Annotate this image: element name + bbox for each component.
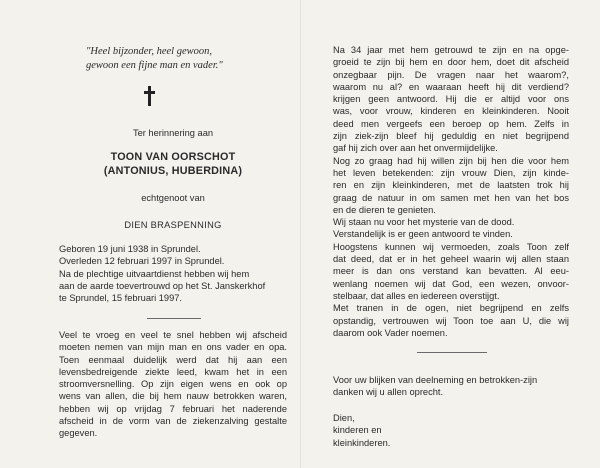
memory-label: Ter herinnering aan xyxy=(132,128,214,138)
text-line: levensbedreigende ziekte leed, kwam het in een xyxy=(59,366,287,377)
life-line: Na de plechtige uitvaartdienst hebben wij hem xyxy=(59,268,250,279)
quote xyxy=(86,45,266,73)
life-line: Overleden 12 februari 1997 in Sprundel. xyxy=(59,256,225,267)
text-line: was, voor vrouw, kinderen en kleinkinderen. Nooit xyxy=(333,106,569,117)
spouse-label: echtgenoot van xyxy=(141,193,205,203)
text-line: krijgen geen antwoord. Hij die er altijd voor ons xyxy=(333,94,569,105)
text-line: Toen eenmaal duidelijk werd dat hij aan een xyxy=(59,354,287,365)
text-line: Na 34 jaar met hem getrouwd te zijn en na opge- xyxy=(333,45,569,55)
text-line: dat deed, dat er in het geheel waarin wij allen staan xyxy=(333,254,569,265)
life-line: aan de aarde toevertrouwd op het St. Janskerkhof xyxy=(59,280,266,291)
text-line: ren en zijn kleinkinderen, met de laatsten trok hij xyxy=(333,180,569,191)
thanks-line: Voor uw blijken van deelneming en betrokken-zijn xyxy=(333,375,538,385)
given-names: (ANTONIUS, HUBERDINA) xyxy=(103,165,243,177)
text-line: Met tranen in de ogen, niet begrijpend en zelfs xyxy=(333,303,569,314)
text-line: deed men vergeefs een beroep op hem. Zelfs in xyxy=(333,118,569,129)
life-line: te Sprundel, 15 februari 1997. xyxy=(59,293,183,304)
text-line: afscheid in de vorm van de ziekenzalving gestalte xyxy=(59,416,287,427)
life-line: Geboren 19 juni 1938 in Sprundel. xyxy=(59,244,201,254)
text-line: moeten nemen van mijn man en ons vader en opa. xyxy=(59,342,287,353)
text-line: zijn ziek-zijn bleef hij geduldig en niet begrijpend xyxy=(333,131,569,142)
deceased-name: TOON VAN OORSCHOT xyxy=(110,151,236,163)
text-line: opstandig, vertrouwen wij Toon toe aan U, die wij xyxy=(333,315,569,326)
text-line: gaf hij zich over aan het onvermijdelijke. xyxy=(333,143,498,154)
spouse-name: DIEN BRASPENNING xyxy=(124,220,222,230)
text-line: Verstandelijk is er geen antwoord te vinden. xyxy=(333,229,513,240)
quote-line: "Heel bijzonder, heel gewoon, xyxy=(86,46,213,57)
text-line: graag de natuur in om samen met hen van het bos xyxy=(333,192,569,203)
text-line: wenlang noemen wij dat God, een wezen, onvoor- xyxy=(333,278,569,289)
text-line: stroomversnelling. Op zijn eigen wens en ook op xyxy=(59,379,287,390)
closing-signature xyxy=(333,412,390,449)
text-line: onzegbaar pijn. De vragen naar het waarom?, xyxy=(333,69,569,80)
fold-line xyxy=(300,0,301,468)
closing-line: kleinkinderen. xyxy=(333,437,391,448)
left-text xyxy=(59,329,287,440)
text-line: daarom ook Vader noemen. xyxy=(333,327,448,338)
text-line: groeid te zijn bij hem en door hem, doet dit afscheid xyxy=(333,57,569,68)
text-line: en de dieren te genieten. xyxy=(333,204,436,215)
text-line: Nog zo graag had hij willen zijn bij hen die voor hem xyxy=(333,155,569,166)
divider xyxy=(147,318,201,319)
divider xyxy=(417,352,487,353)
closing-line: kinderen en xyxy=(333,425,382,436)
thanks-line: danken wij u allen oprecht. xyxy=(333,387,444,398)
closing-line: Dien, xyxy=(333,413,355,423)
text-line: waarom nu al? en waaraan heeft hij dit verdiend? xyxy=(333,81,569,92)
life-details xyxy=(59,243,265,304)
quote-line: gewoon een fijne man en vader." xyxy=(86,60,223,71)
text-line: wens van allen, die bij hem nauw betrokken waren, xyxy=(59,391,287,402)
thanks-text xyxy=(333,374,537,399)
text-line: het leven betekenden: zijn vrouw Dien, zijn kinde- xyxy=(333,167,569,178)
text-line: Wij staan nu voor het mysterie van de dood. xyxy=(333,217,515,228)
text-line: stelbaar, dat alles en iedereen overstijgt. xyxy=(333,290,500,301)
text-line: gegeven. xyxy=(59,428,98,439)
text-line: hebben wij op vrijdag 7 februari het naderende xyxy=(59,403,287,414)
cross-icon xyxy=(144,86,156,106)
right-text xyxy=(333,44,569,339)
text-line: Veel te vroeg en veel te snel hebben wij afscheid xyxy=(59,330,287,340)
text-line: Hoogstens kunnen wij vermoeden, zoals Toon zelf xyxy=(333,241,569,252)
text-line: meer is dan ons verstand kan bevatten. Al eeu- xyxy=(333,266,569,277)
